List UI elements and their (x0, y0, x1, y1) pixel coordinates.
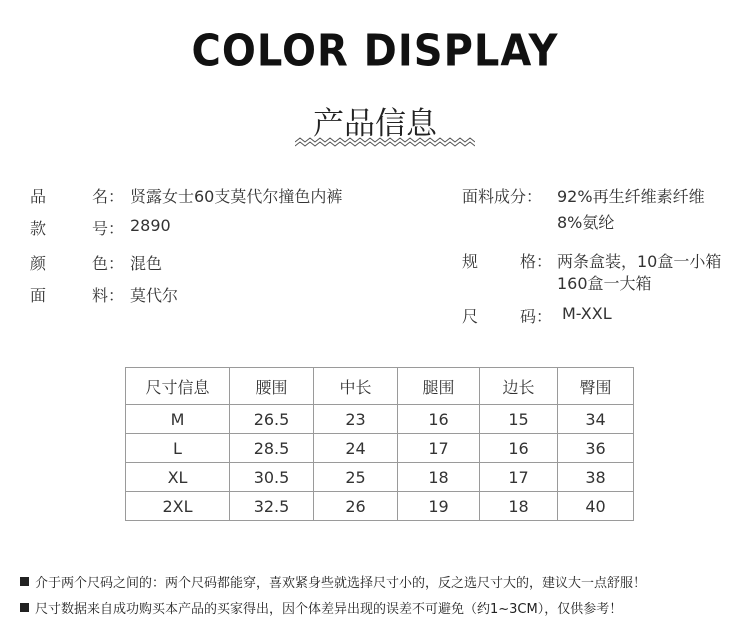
spec-size-range (462, 304, 742, 326)
spec-label: 格： (520, 252, 553, 271)
spec-label: 号： (92, 219, 125, 238)
spec-value: 2890 (130, 216, 171, 235)
table-cell: 17 (398, 434, 480, 463)
spec-product-name (30, 184, 430, 206)
table-row (126, 463, 634, 492)
table-header-cell: 边长 (480, 368, 558, 405)
table-cell: L (126, 434, 230, 463)
table-cell: 16 (480, 434, 558, 463)
table-header-cell: 尺寸信息 (126, 368, 230, 405)
table-row (126, 492, 634, 521)
table-cell: 19 (398, 492, 480, 521)
spec-packaging (462, 249, 742, 297)
spec-label: 色： (92, 254, 125, 273)
table-cell: M (126, 405, 230, 434)
table-cell: 32.5 (230, 492, 314, 521)
spec-label: 品 (30, 187, 47, 206)
wave-divider (295, 136, 475, 148)
spec-material (30, 283, 430, 305)
spec-value: 两条盒装，10盒一小箱 (557, 252, 722, 271)
table-cell: 30.5 (230, 463, 314, 492)
table-cell: 18 (398, 463, 480, 492)
spec-value: 92%再生纤维素纤维 (557, 187, 705, 206)
spec-fabric-composition (462, 184, 742, 232)
spec-label: 码： (520, 307, 553, 326)
table-cell: 40 (558, 492, 634, 521)
headline: COLOR DISPLAY (191, 25, 559, 77)
bullet-square-icon (20, 603, 29, 612)
table-cell: 26 (314, 492, 398, 521)
table-header-cell: 腰围 (230, 368, 314, 405)
table-header-cell: 腿围 (398, 368, 480, 405)
section-title: 产品信息 (313, 106, 437, 142)
table-row (126, 434, 634, 463)
table-cell: 36 (558, 434, 634, 463)
spec-value: 莫代尔 (130, 286, 179, 305)
spec-value: 160盒一大箱 (557, 274, 652, 293)
table-cell: 16 (398, 405, 480, 434)
bullet-square-icon (20, 577, 29, 586)
note-size-advice (20, 572, 646, 591)
spec-value: M-XXL (562, 304, 612, 323)
table-header-cell: 中长 (314, 368, 398, 405)
table-header-row (126, 368, 634, 405)
table-cell: 26.5 (230, 405, 314, 434)
table-cell: 15 (480, 405, 558, 434)
spec-value: 贤露女士60支莫代尔撞色内裤 (130, 187, 343, 206)
table-cell: 38 (558, 463, 634, 492)
table-header-cell: 臀围 (558, 368, 634, 405)
spec-style-number (30, 216, 430, 238)
spec-label: 规 (462, 252, 479, 271)
spec-label: 颜 (30, 254, 47, 273)
table-cell: 18 (480, 492, 558, 521)
table-cell: XL (126, 463, 230, 492)
spec-label: 名： (92, 187, 125, 206)
note-text: 介于两个尺码之间的：两个尺码都能穿，喜欢紧身些就选择尺寸小的，反之选尺寸大的，建议大一点舒服！ (35, 576, 647, 591)
spec-value: 混色 (130, 254, 163, 273)
spec-value: 8%氨纶 (557, 213, 615, 232)
spec-color (30, 251, 430, 273)
table-cell: 28.5 (230, 434, 314, 463)
spec-label: 款 (30, 219, 47, 238)
table-cell: 2XL (126, 492, 230, 521)
table-cell: 24 (314, 434, 398, 463)
table-row (126, 405, 634, 434)
note-measurement-disclaimer (20, 598, 622, 617)
table-cell: 25 (314, 463, 398, 492)
spec-label: 面料成分： (462, 187, 543, 206)
table-cell: 17 (480, 463, 558, 492)
table-cell: 34 (558, 405, 634, 434)
spec-label: 尺 (462, 307, 479, 326)
note-text: 尺寸数据来自成功购买本产品的买家得出，因个体差异出现的误差不可避免（约1~3CM），仅供参考！ (35, 602, 623, 617)
spec-label: 面 (30, 286, 47, 305)
size-table (125, 367, 634, 521)
spec-label: 料： (92, 286, 125, 305)
table-cell: 23 (314, 405, 398, 434)
